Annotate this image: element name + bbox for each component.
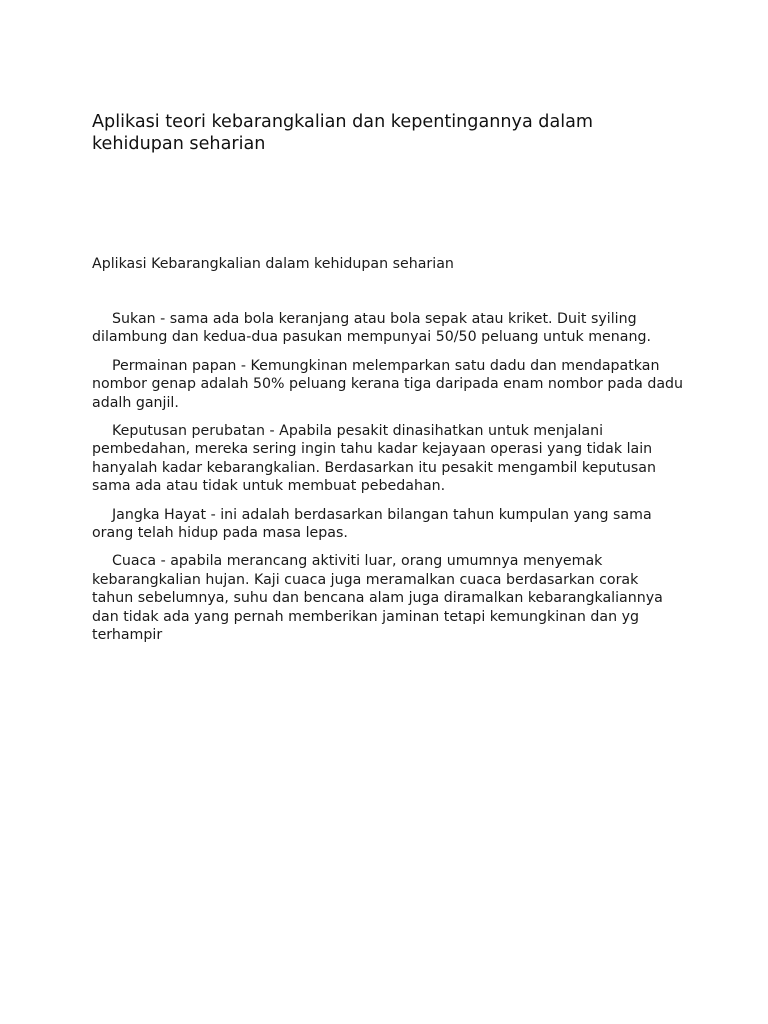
document-title: Aplikasi teori kebarangkalian dan kepentingannya dalam kehidupan seharian — [92, 112, 594, 154]
paragraph-sukan: Sukan - sama ada bola keranjang atau bola sepak atau kriket. Duit syiling dilambung dan kedua-dua pasukan mempunyai 50/50 peluang untuk menang. — [92, 311, 651, 346]
paragraph-permainan-papan: Permainan papan - Kemungkinan melemparkan satu dadu dan mendapatkan nombor genap adalah 50% peluang kerana tiga daripada enam nombor pada dadu adalh ganjil. — [92, 357, 684, 411]
paragraph-jangka-hayat: Jangka Hayat - ini adalah berdasarkan bilangan tahun kumpulan yang sama orang telah hidup pada masa lepas. — [92, 506, 652, 542]
document-body — [92, 310, 684, 655]
paragraph-keputusan-perubatan: Keputusan perubatan - Apabila pesakit dinasihatkan untuk menjalani pembedahan, mereka sering ingin tahu kadar kejayaan operasi yang tidak lain hanyalah kadar kebarangkalian. Berdasarkan itu pesakit mengambil keputusan sama ada atau tidak untuk membuat pebedahan. — [92, 423, 656, 495]
paragraph-cuaca: Cuaca - apabila merancang aktiviti luar, orang umumnya menyemak kebarangkalian hujan. Kaji cuaca juga meramalkan cuaca berdasarkan corak tahun sebelumnya, suhu dan bencana alam juga diramalkan kebarangkaliannya dan tidak ada yang pernah memberikan jaminan tetapi kemungkinan dan yg terhampir — [92, 553, 663, 644]
document-subtitle: Aplikasi Kebarangkalian dalam kehidupan seharian — [92, 256, 454, 272]
